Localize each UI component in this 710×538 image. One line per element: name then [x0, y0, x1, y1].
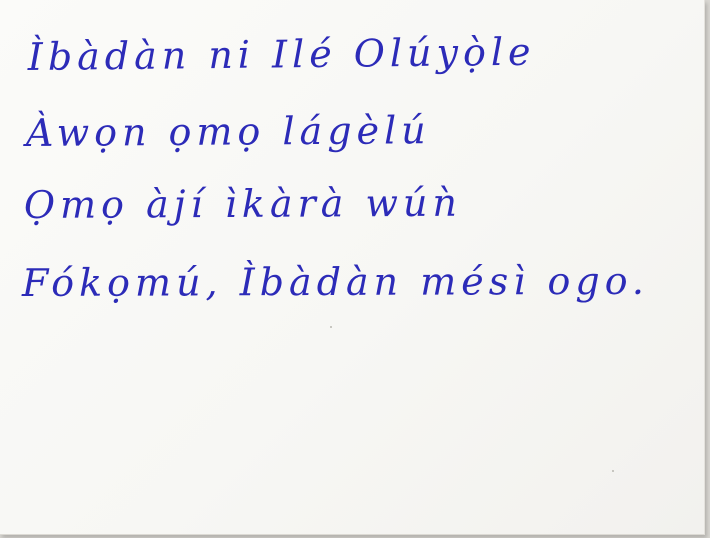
- handwritten-line: Fókọmú, Ìbàdàn mésì ogo.: [21, 258, 650, 305]
- handwritten-line: Àwọn ọmọ lágèlú: [25, 108, 431, 155]
- paper-speck: [612, 470, 614, 472]
- handwritten-line: Ọmọ àjí ìkàrà wúǹ: [23, 180, 463, 227]
- paper-speck: [330, 326, 332, 328]
- handwritten-line: Ìbàdàn ni Ilé Olúyọ̀le: [27, 29, 536, 79]
